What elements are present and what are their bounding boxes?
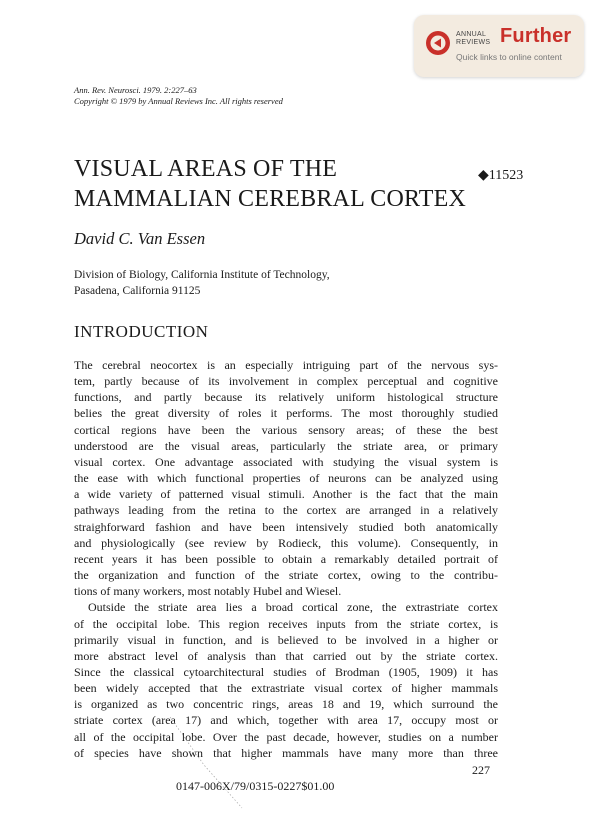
further-label: Further [500, 25, 572, 47]
body-line: tions of many workers, most notably Hubel and Wiesel. [74, 584, 342, 599]
journal-reference: Ann. Rev. Neurosci. 1979. 2:227–63 [74, 85, 197, 95]
author-name: David C. Van Essen [74, 229, 206, 248]
body-line: Since the classical cytoarchitectural studies of Brodman (1905, 1909) it has [74, 664, 498, 679]
body-line: cortical regions have been the various sensory areas; of these the best [74, 422, 498, 437]
body-line: of species have shown that higher mammals have many more than three [74, 745, 498, 760]
body-line: a wide variety of patterned visual stimuli. Another is the fact that the main [74, 487, 498, 502]
body-line: the ease with which functional properties of neurons can be analyzed using [74, 471, 498, 486]
article-title-line1: VISUAL AREAS OF THE [74, 156, 338, 182]
section-heading: INTRODUCTION [74, 322, 209, 341]
affiliation-line2: Pasadena, California 91125 [74, 285, 201, 297]
body-line: Outside the striate area lies a broad cortical zone, the extrastriate cortex [88, 600, 498, 615]
body-line: recent years it has been possible to obtain a remarkably detailed portrait of [74, 551, 498, 566]
body-line: belies the great diversity of roles it performs. The most thoroughly studied [74, 406, 498, 421]
body-line: more abstract level of analysis than that carried out by the striate cortex. [74, 648, 498, 663]
article-code: 0147-006X/79/0315-0227$01.00 [176, 779, 335, 793]
article-title-line2: MAMMALIAN CEREBRAL CORTEX [74, 186, 467, 212]
affiliation-line1: Division of Biology, California Institute of Technology, [74, 269, 330, 281]
body-line: is organized as two concentric rings, areas 18 and 19, which surround the [74, 697, 498, 712]
copyright-notice: Copyright © 1979 by Annual Reviews Inc. All rights reserved [74, 96, 283, 106]
annual-reviews-line2: REVIEWS [456, 39, 491, 46]
page-number: 227 [472, 763, 490, 777]
further-tagline: Quick links to online content [456, 52, 562, 62]
body-line: all of the occipital lobe. Over the past decade, however, studies on a number [74, 729, 498, 744]
body-line: understood are the visual areas, particularly the striate area, or primary [74, 438, 498, 453]
body-line: of the occipital lobe. This region receives inputs from the striate cortex, is [74, 616, 498, 631]
body-line: primarily visual in function, and is believed to be involved in a higher or [74, 632, 498, 647]
body-line: the organization and function of the striate cortex, owing to the contribu- [74, 568, 498, 583]
body-line: been widely accepted that the extrastriate visual cortex of higher mammals [74, 681, 498, 696]
body-line: pathways leading from the retina to the cortex are arranged in a relatively [74, 503, 498, 518]
body-line: and physiologically (see review by Rodieck, this volume). Consequently, in [74, 535, 498, 550]
body-line: visual cortex. One advantage associated with studying the visual system is [74, 454, 498, 469]
body-line: The cerebral neocortex is an especially intriguing part of the nervous sys- [74, 358, 498, 372]
body-line: functions, and partly because its relatively uniform histological structure [74, 390, 498, 405]
body-line: tem, partly because of its involvement in complex perceptual and cognitive [74, 374, 498, 389]
body-line: straighforward fashion and have been intensively studied both anatomically [74, 519, 498, 534]
body-line: striate cortex (area 17) and which, together with area 17, occupy most or [74, 713, 498, 728]
annual-reviews-line1: ANNUAL [456, 31, 487, 38]
article-marker: ◆11523 [478, 168, 524, 183]
